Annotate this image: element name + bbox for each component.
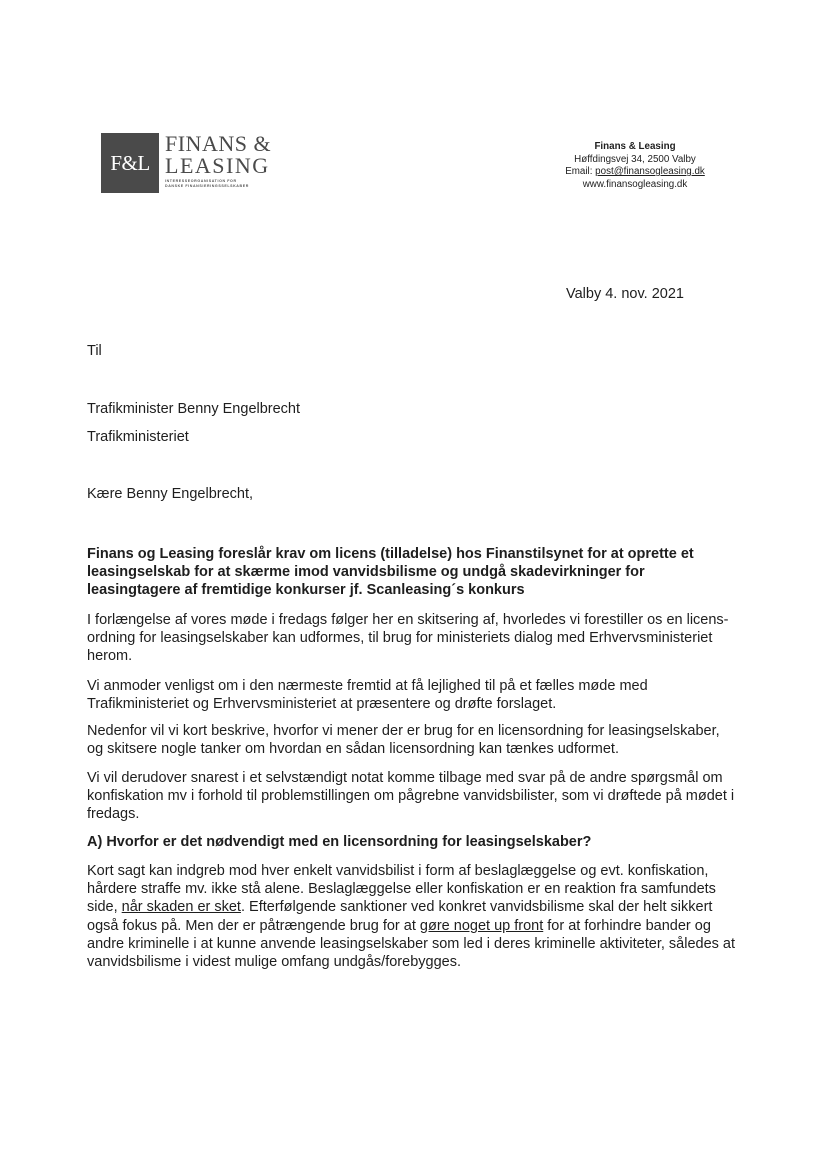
logo-tagline-1: INTERESSEORGANISATION FOR xyxy=(165,179,237,183)
paragraph-2: Vi anmoder venligst om i den nærmeste fremtid at få lejlighed til på et fælles møde med Trafikministeriet og Erhvervsministeriet at præsentere og drøfte forslaget. xyxy=(87,678,648,713)
logo-wordmark xyxy=(165,133,271,189)
logo-mark: F&L xyxy=(101,133,159,193)
section-a-text-part-1: Kort sagt kan indgreb mod hver enkelt vanvidsbilist i form af beslaglæggelse og evt. konfiskation, hårdere straffe mv. ikke stå alene. Beslaglæggelse eller konfiskation er en reaktion fra samfundets side, xyxy=(87,863,716,916)
section-a-text-part-3: for at forhindre bander og andre kriminelle i at kunne anvende leasingselskaber som led i deres kriminelle aktiviteter, således at vanvidsbilisme i videst mulige omfang undgås/forebygges. xyxy=(87,917,736,971)
paragraph-1: I forlængelse af vores møde i fredags følger her en skitsering af, hvorledes vi forestiller os en licens-ordning for leasingselskaber kan udformes, til brug for ministeriets dialog med Erhvervsministeriet herom. xyxy=(87,612,729,665)
sender-email-link[interactable]: post@finansogleasing.dk xyxy=(595,166,705,177)
sender-website[interactable]: www.finansogleasing.dk xyxy=(582,178,688,190)
company-logo xyxy=(101,133,271,193)
section-a-underline-1: når skaden er sket xyxy=(121,899,241,916)
paragraph-4: Vi vil derudover snarest i et selvstændigt notat komme tilbage med svar på de andre spørgsmål om konfiskation mv i forhold til problemstillingen om pågrebne vanvidsbilister, som vi drøftede på mødet i fredags. xyxy=(87,770,735,823)
sender-address: Høffdingsvej 34, 2500 Valby xyxy=(574,153,696,165)
logo-line-2: LEASING xyxy=(165,153,270,178)
logo-line-1: FINANS & xyxy=(165,131,272,156)
logo-tagline-2: DANSKE FINANSIERINGSSELSKABER xyxy=(165,184,249,188)
sender-address-block xyxy=(540,141,730,191)
letter-heading: Finans og Leasing foreslår krav om licens (tilladelse) hos Finanstilsynet for at oprette et leasingselskab for at skærme imod vanvidsbilisme og undgå skadevirkninger for leasingtagere af fremtidige konkurser jf. Scanleasing´s konkurs xyxy=(87,546,694,599)
section-a-underline-2: gøre noget up front xyxy=(419,917,544,934)
sender-name: Finans & Leasing xyxy=(594,141,676,152)
section-a-title: A) Hvorfor er det nødvendigt med en licensordning for leasingselskaber? xyxy=(87,834,592,850)
paragraph-3: Nedenfor vil vi kort beskrive, hvorfor vi mener der er brug for en licensordning for leasingselskaber, og skitsere nogle tanker om hvordan en sådan licensordning kan tænkes udformet. xyxy=(87,723,720,758)
to-label: Til xyxy=(87,343,102,359)
section-a-text xyxy=(87,862,737,971)
salutation: Kære Benny Engelbrecht, xyxy=(87,486,254,502)
letter-date: Valby 4. nov. 2021 xyxy=(566,286,684,302)
recipient-ministry: Trafikministeriet xyxy=(87,429,189,445)
sender-email-label: Email: xyxy=(565,166,593,177)
section-a-text-part-2: . Efterfølgende sanktioner ved konkret vanvidsbilisme skal der helt sikkert også fokus på. Men der er påtrængende brug for at xyxy=(87,899,713,934)
sender-email-line xyxy=(540,166,730,179)
recipient-name: Trafikminister Benny Engelbrecht xyxy=(87,401,301,417)
